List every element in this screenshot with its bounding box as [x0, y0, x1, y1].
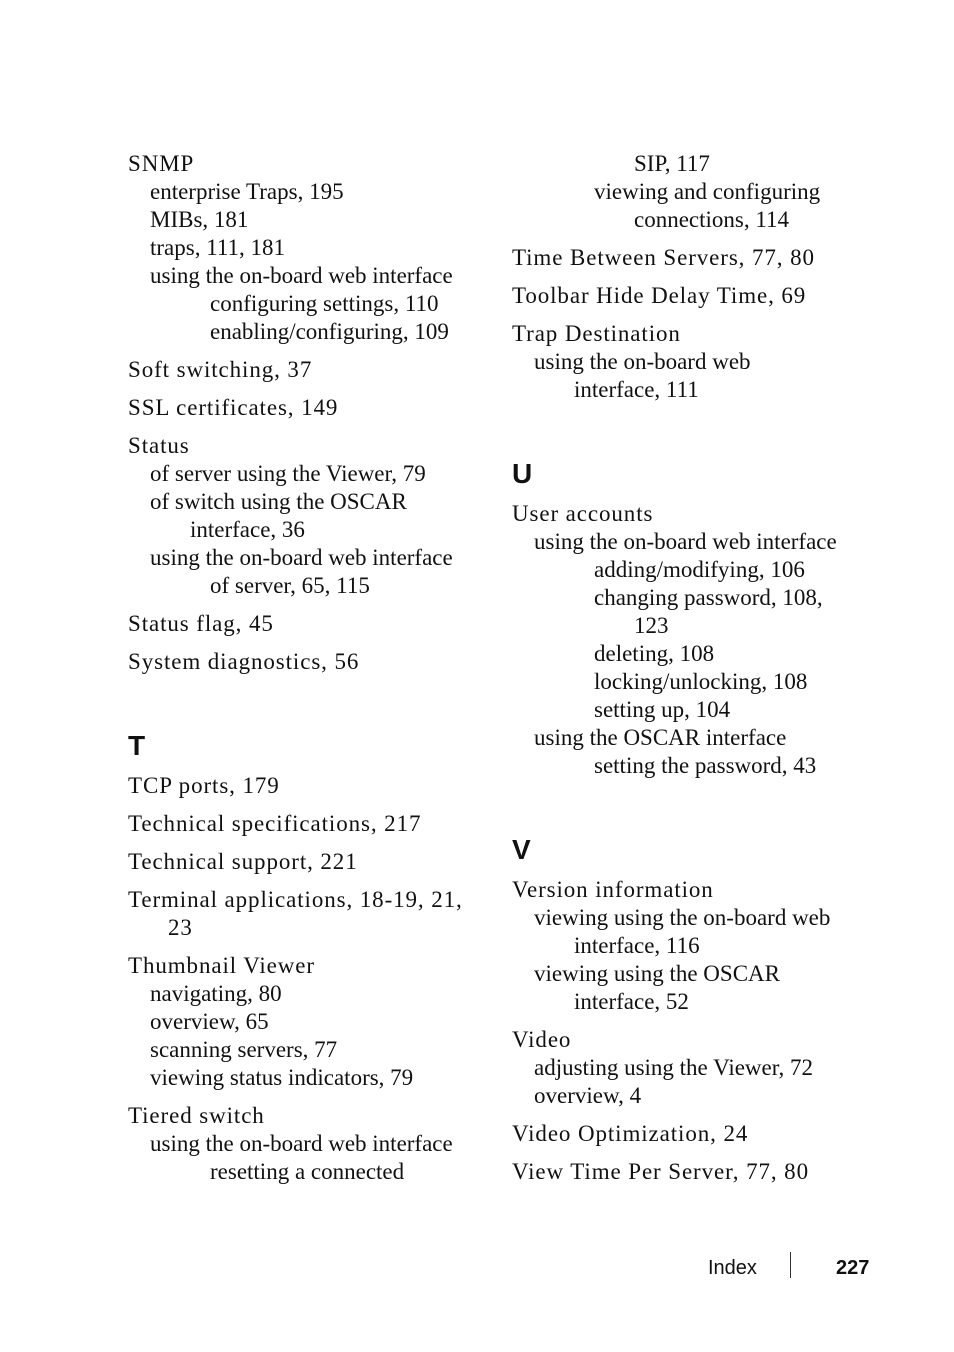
index-term: Trap Destination	[512, 321, 681, 346]
index-subterm: traps, 111, 181	[150, 235, 286, 260]
index-entry	[512, 876, 872, 1016]
index-term: User accounts	[512, 501, 654, 526]
footer-divider	[790, 1252, 791, 1278]
index-subsubterm: of server, 65, 115	[210, 573, 370, 598]
index-entry	[128, 610, 478, 638]
index-subterm: navigating, 80	[150, 981, 282, 1006]
index-subsubterm: enabling/configuring, 109	[210, 319, 449, 344]
index-entry	[512, 244, 872, 272]
index-term-continuation: 23	[168, 915, 193, 940]
index-term: Version information	[512, 877, 714, 902]
index-subterm: MIBs, 181	[150, 207, 249, 232]
index-subsubterm: SIP, 117	[634, 151, 710, 176]
index-term: SNMP	[128, 151, 195, 176]
index-term: Thumbnail Viewer	[128, 953, 315, 978]
index-subsubterm: changing password, 108,	[594, 585, 823, 610]
index-entry	[512, 1026, 872, 1110]
index-term: SSL certificates, 149	[128, 395, 339, 420]
index-term: Video	[512, 1027, 572, 1052]
index-entry	[512, 500, 872, 780]
section-letter-u: U	[512, 458, 533, 489]
index-subterm-continuation: interface, 111	[574, 377, 699, 402]
footer-section-label: Index	[708, 1257, 757, 1279]
index-entry	[128, 952, 478, 1092]
index-subterm-continuation: interface, 116	[574, 933, 700, 958]
index-subterm: using the on-board web interface	[534, 529, 837, 554]
index-subterm: using the OSCAR interface	[534, 725, 787, 750]
index-subterm: enterprise Traps, 195	[150, 179, 344, 204]
index-subsubterm: adding/modifying, 106	[594, 557, 805, 582]
index-term: Terminal applications, 18-19, 21,	[128, 887, 463, 912]
index-entry	[128, 772, 478, 800]
index-entry	[128, 150, 478, 346]
index-subsubterm: configuring settings, 110	[210, 291, 439, 316]
index-subterm-continuation: interface, 36	[190, 517, 305, 542]
index-subterm: of server using the Viewer, 79	[150, 461, 426, 486]
index-subterm: viewing using the OSCAR	[534, 961, 780, 986]
index-subterm: adjusting using the Viewer, 72	[534, 1055, 813, 1080]
index-subterm: overview, 4	[534, 1083, 642, 1108]
index-entry	[512, 282, 872, 310]
index-term: Technical specifications, 217	[128, 811, 422, 836]
index-term: System diagnostics, 56	[128, 649, 360, 674]
index-term: Status flag, 45	[128, 611, 274, 636]
page-number: 227	[836, 1257, 870, 1279]
index-column-left	[128, 150, 478, 1186]
index-entry	[512, 1120, 872, 1148]
index-subterm: using the on-board web interface	[150, 545, 453, 570]
index-entry	[128, 432, 478, 600]
index-subterm: using the on-board web interface	[150, 263, 453, 288]
index-term: Video Optimization, 24	[512, 1121, 749, 1146]
index-subsubterm: viewing and configuring	[594, 179, 821, 204]
index-entry	[128, 886, 478, 942]
index-subsubterm-continuation: connections, 114	[634, 207, 790, 232]
index-term: View Time Per Server, 77, 80	[512, 1159, 809, 1184]
index-term: Technical support, 221	[128, 849, 358, 874]
index-term: Tiered switch	[128, 1103, 265, 1128]
index-entry	[128, 848, 478, 876]
index-subsubterm: setting the password, 43	[594, 753, 817, 778]
index-subterm: using the on-board web interface	[150, 1131, 453, 1156]
index-subsubterm: locking/unlocking, 108	[594, 669, 808, 694]
index-subterm: overview, 65	[150, 1009, 269, 1034]
index-subsubterm: setting up, 104	[594, 697, 731, 722]
index-entry	[128, 648, 478, 676]
index-term: Soft switching, 37	[128, 357, 313, 382]
index-subterm: using the on-board web	[534, 349, 751, 374]
index-entry	[128, 356, 478, 384]
index-subsubterm: resetting a connected	[210, 1159, 405, 1184]
index-entry	[512, 1158, 872, 1186]
index-subterm-continuation: interface, 52	[574, 989, 689, 1014]
index-term: TCP ports, 179	[128, 773, 280, 798]
index-term: Toolbar Hide Delay Time, 69	[512, 283, 807, 308]
section-letter-t: T	[128, 730, 146, 761]
index-entry	[512, 320, 872, 404]
index-subterm: viewing using the on-board web	[534, 905, 831, 930]
index-entry	[128, 1102, 478, 1186]
index-column-right	[512, 150, 872, 1186]
index-subsubterm: deleting, 108	[594, 641, 715, 666]
index-entry-continued	[512, 150, 872, 234]
index-subterm: viewing status indicators, 79	[150, 1065, 414, 1090]
section-letter-v: V	[512, 834, 531, 865]
index-subsubterm-continuation: 123	[634, 613, 669, 638]
index-entry	[128, 394, 478, 422]
index-term: Status	[128, 433, 190, 458]
index-entry	[128, 810, 478, 838]
index-subterm: scanning servers, 77	[150, 1037, 338, 1062]
index-subterm: of switch using the OSCAR	[150, 489, 407, 514]
index-term: Time Between Servers, 77, 80	[512, 245, 815, 270]
